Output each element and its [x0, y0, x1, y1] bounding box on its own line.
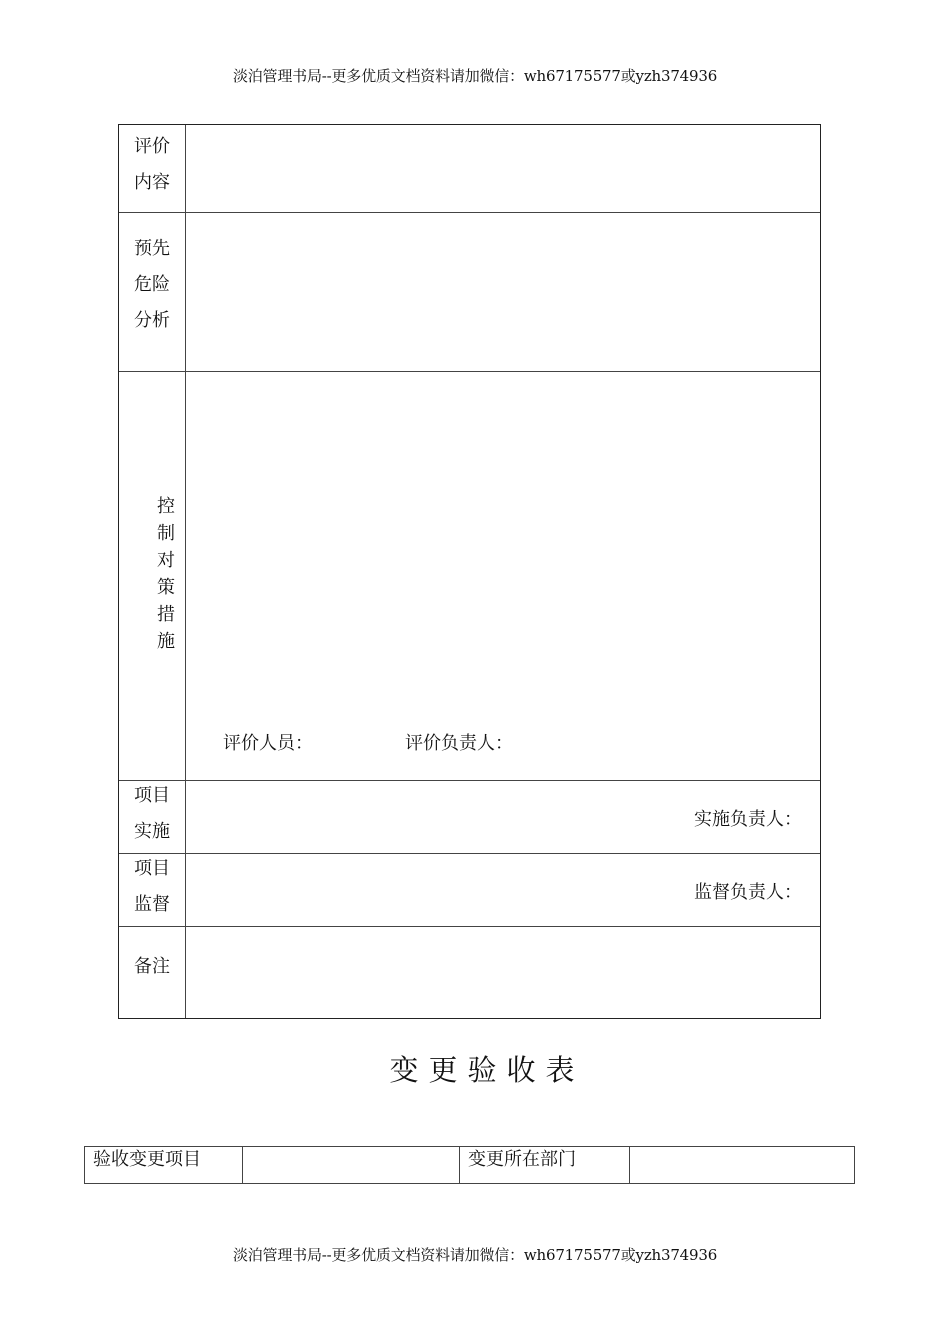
row-label [119, 125, 186, 212]
control-measures-field[interactable] [185, 372, 820, 781]
label-char: 策 [157, 577, 175, 598]
acceptance-title: 变更验收表 [389, 1053, 585, 1087]
label-line: 监督 [134, 894, 170, 915]
row-hazard-analysis [119, 212, 820, 372]
eval-content-field[interactable] [185, 125, 820, 212]
acceptance-table [84, 1146, 855, 1184]
row-project-supervise [119, 853, 820, 927]
page-header: 淡泊管理书局--更多优质文档资料请加微信：wh67175577或yzh374936 [232, 67, 718, 85]
label-line: 项目 [134, 858, 170, 879]
department-field[interactable] [630, 1147, 854, 1183]
label-line: 危险 [134, 274, 170, 295]
impl-signer-label: 实施负责人： [694, 809, 802, 830]
page-footer: 淡泊管理书局--更多优质文档资料请加微信：wh67175577或yzh374936 [232, 1246, 718, 1264]
evaluation-table [118, 124, 821, 1019]
label-line: 项目 [134, 785, 170, 806]
row-label [119, 372, 186, 781]
supervise-signer-label: 监督负责人： [694, 882, 802, 903]
label-line: 预先 [134, 238, 170, 259]
label-char: 措 [157, 604, 175, 625]
label-line: 评价 [134, 136, 170, 157]
project-impl-field[interactable] [185, 781, 820, 854]
acceptance-item-field[interactable] [243, 1147, 460, 1183]
evaluator-label: 评价人员： [223, 733, 313, 754]
label-line: 分析 [134, 310, 170, 331]
row-remarks [119, 926, 820, 1018]
eval-lead-label: 评价负责人： [405, 733, 513, 754]
label-line: 内容 [134, 172, 170, 193]
acceptance-item-label: 验收变更项目 [85, 1147, 243, 1183]
label-char: 对 [157, 550, 175, 571]
label-char: 施 [157, 631, 175, 652]
department-label: 变更所在部门 [460, 1147, 630, 1183]
row-label [119, 781, 186, 854]
label-line: 实施 [134, 821, 170, 842]
row-label [119, 213, 186, 372]
hazard-analysis-field[interactable] [185, 213, 820, 372]
label-line: 备注 [134, 956, 170, 977]
label-char: 制 [157, 523, 175, 544]
project-supervise-field[interactable] [185, 854, 820, 927]
row-control-measures [119, 371, 820, 781]
row-eval-content [119, 125, 820, 212]
row-project-impl [119, 780, 820, 854]
remarks-field[interactable] [185, 927, 820, 1018]
label-char: 控 [157, 496, 175, 517]
row-label [119, 927, 186, 1018]
row-label [119, 854, 186, 927]
